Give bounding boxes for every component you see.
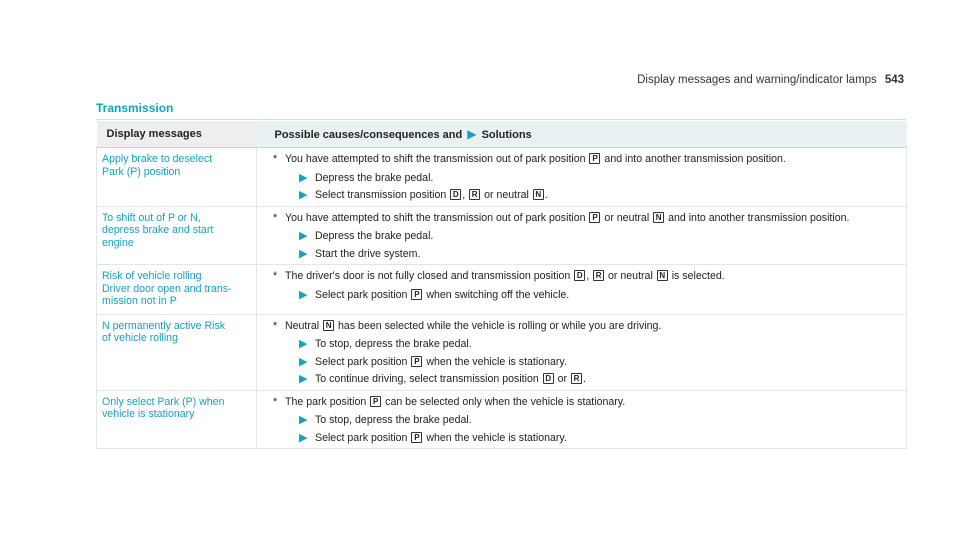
- table-row: [97, 390, 907, 449]
- messages-table: [96, 121, 906, 449]
- column-header-suffix: Solutions: [481, 129, 532, 141]
- table-row: [97, 265, 907, 315]
- gear-p-symbol: P: [411, 432, 422, 443]
- solution-step: [299, 338, 898, 351]
- solution-step-text: To continue driving, select transmission position D or R .: [315, 373, 586, 385]
- display-message: [97, 314, 257, 390]
- cause-bullet: *: [273, 319, 278, 332]
- cause-text: * The park position P can be selected only when the vehicle is stationary.: [273, 395, 626, 408]
- display-message-line: N permanently active Risk: [102, 319, 226, 332]
- play-arrow-icon: ▶: [299, 414, 308, 426]
- gear-d-symbol: D: [543, 373, 554, 384]
- play-arrow-icon: ▶: [299, 373, 308, 385]
- causes-and-solutions: [257, 265, 907, 315]
- solution-step: [299, 230, 898, 243]
- display-message-line: vehicle is stationary: [102, 408, 195, 420]
- display-message: [97, 265, 257, 315]
- solution-step-text: To stop, depress the brake pedal.: [315, 338, 472, 350]
- section-title: Transmission: [96, 101, 174, 115]
- page-header-title: Display messages and warning/indicator lamps: [637, 74, 877, 86]
- play-arrow-icon: ▶: [299, 288, 308, 301]
- column-header-solutions: [257, 121, 907, 148]
- display-message-line: of vehicle rolling: [102, 332, 178, 344]
- table-row: [97, 148, 907, 207]
- solution-step: [299, 172, 898, 185]
- cause-bullet: *: [273, 211, 278, 224]
- column-header-display-messages: Display messages: [97, 121, 257, 148]
- gear-d-symbol: D: [574, 270, 585, 281]
- solution-step-text: Select park position P when switching off the vehicle.: [315, 288, 570, 301]
- solution-step-text: Select park position P when the vehicle is stationary.: [315, 355, 567, 368]
- gear-p-symbol: P: [589, 153, 600, 164]
- cause-text: * You have attempted to shift the transmission out of park position P and into another transmission position.: [273, 153, 786, 165]
- cause-text: * You have attempted to shift the transmission out of park position P or neutral N and into another transmission position.: [273, 211, 850, 224]
- solution-step-text: To stop, depress the brake pedal.: [315, 414, 472, 426]
- solution-step: [299, 356, 898, 369]
- gear-n-symbol: N: [533, 189, 544, 200]
- causes-and-solutions: [257, 314, 907, 390]
- play-arrow-icon: ▶: [299, 338, 308, 350]
- cause-text: * The driver's door is not fully closed and transmission position D , R or neutral N is selected.: [273, 270, 725, 282]
- display-message: [97, 206, 257, 265]
- display-message-line: To shift out of P or N,: [102, 211, 201, 224]
- solution-step: [299, 289, 898, 302]
- table-row: [97, 206, 907, 265]
- page-number: 543: [884, 74, 904, 86]
- display-message-line: depress brake and start: [102, 224, 214, 236]
- gear-n-symbol: N: [657, 270, 668, 281]
- gear-n-symbol: N: [323, 320, 334, 331]
- gear-r-symbol: R: [593, 270, 604, 281]
- causes-and-solutions: [257, 390, 907, 449]
- cause-bullet: *: [273, 395, 278, 408]
- gear-p-symbol: P: [411, 356, 422, 367]
- cause-bullet: *: [273, 270, 278, 282]
- display-message: [97, 148, 257, 207]
- display-message-line: Driver door open and trans-: [102, 282, 232, 295]
- display-message-line: mission not in P: [102, 295, 177, 307]
- display-message: [97, 390, 257, 449]
- causes-and-solutions: [257, 206, 907, 265]
- display-message-line: Only select Park (P) when: [102, 395, 225, 408]
- play-arrow-icon: ▶: [299, 355, 308, 368]
- solution-step: [299, 414, 898, 427]
- gear-p-symbol: P: [411, 289, 422, 300]
- table-body: [97, 148, 907, 449]
- solution-step-text: Select park position P when the vehicle is stationary.: [315, 431, 567, 444]
- play-arrow-icon: ▶: [467, 127, 477, 141]
- gear-d-symbol: D: [450, 189, 461, 200]
- solution-step-text: Start the drive system.: [315, 247, 421, 260]
- play-arrow-icon: ▶: [299, 230, 308, 242]
- gear-p-symbol: P: [589, 212, 600, 223]
- page-header: [637, 74, 904, 86]
- play-arrow-icon: ▶: [299, 189, 308, 201]
- solution-step: [299, 189, 898, 202]
- gear-p-symbol: P: [370, 396, 381, 407]
- solution-step-text: Depress the brake pedal.: [315, 230, 434, 242]
- display-message-line: Risk of vehicle rolling: [102, 270, 202, 282]
- gear-r-symbol: R: [469, 189, 480, 200]
- play-arrow-icon: ▶: [299, 431, 308, 444]
- play-arrow-icon: ▶: [299, 247, 308, 260]
- solution-step-text: Select transmission position D , R or neutral N .: [315, 189, 548, 201]
- display-message-line: Apply brake to deselect: [102, 153, 213, 165]
- display-message-line: engine: [102, 236, 134, 249]
- table-row: [97, 314, 907, 390]
- table-header-row: [97, 121, 907, 148]
- gear-n-symbol: N: [653, 212, 664, 223]
- solution-step-text: Depress the brake pedal.: [315, 171, 434, 184]
- cause-text: * Neutral N has been selected while the vehicle is rolling or while you are driving.: [273, 319, 662, 332]
- section-divider: [96, 119, 906, 120]
- display-message-line: Park (P) position: [102, 165, 181, 178]
- causes-and-solutions: [257, 148, 907, 207]
- play-arrow-icon: ▶: [299, 171, 308, 184]
- gear-r-symbol: R: [571, 373, 582, 384]
- column-header-prefix: Possible causes/consequences and: [274, 129, 463, 141]
- cause-bullet: *: [273, 153, 278, 165]
- solution-step: [299, 248, 898, 261]
- solution-step: [299, 432, 898, 445]
- solution-step: [299, 373, 898, 386]
